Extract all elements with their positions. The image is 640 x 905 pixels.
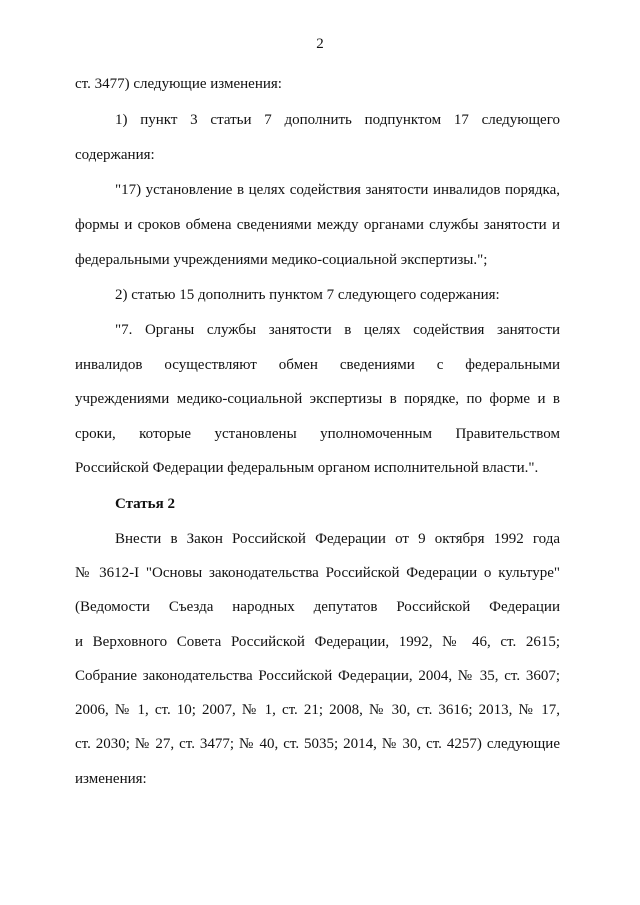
text-line: "17) установление в целях содействия занятости инвалидов порядка,	[115, 182, 560, 198]
text-line: ст. 3477) следующие изменения:	[75, 76, 282, 92]
text-line: (Ведомости Съезда народных депутатов Российской Федерации	[75, 599, 560, 615]
text-line: содержания:	[75, 147, 155, 163]
text-line: Российской Федерации федеральным органом исполнительной власти.".	[75, 460, 539, 476]
text-line: учреждениями медико-социальной экспертизы в порядке, по форме и в	[75, 391, 560, 407]
text-line: 2) статью 15 дополнить пунктом 7 следующего содержания:	[115, 287, 500, 303]
page-number: 2	[316, 36, 324, 52]
text-line: и Верховного Совета Российской Федерации, 1992, № 46, ст. 2615;	[75, 634, 560, 650]
text-line: сроки, которые установлены уполномоченным Правительством	[75, 426, 560, 442]
text-line: ст. 2030; № 27, ст. 3477; № 40, ст. 5035; 2014, № 30, ст. 4257) следующие	[75, 736, 560, 752]
text-line: № 3612-I "Основы законодательства Российской Федерации о культуре"	[75, 565, 560, 581]
text-line: изменения:	[75, 771, 147, 787]
text-line: инвалидов осуществляют обмен сведениями с федеральными	[75, 357, 560, 373]
text-line: Внести в Закон Российской Федерации от 9 октября 1992 года	[115, 531, 560, 547]
text-line: 2006, № 1, ст. 10; 2007, № 1, ст. 21; 2008, № 30, ст. 3616; 2013, № 17,	[75, 702, 560, 718]
text-line: 1) пункт 3 статьи 7 дополнить подпунктом 17 следующего	[115, 112, 560, 128]
text-line: федеральными учреждениями медико-социальной экспертизы.";	[75, 252, 488, 268]
text-line: Собрание законодательства Российской Федерации, 2004, № 35, ст. 3607;	[75, 668, 560, 684]
text-line: "7. Органы службы занятости в целях содействия занятости	[115, 322, 560, 338]
text-line: формы и сроков обмена сведениями между органами службы занятости и	[75, 217, 560, 233]
article-heading: Статья 2	[115, 496, 175, 512]
